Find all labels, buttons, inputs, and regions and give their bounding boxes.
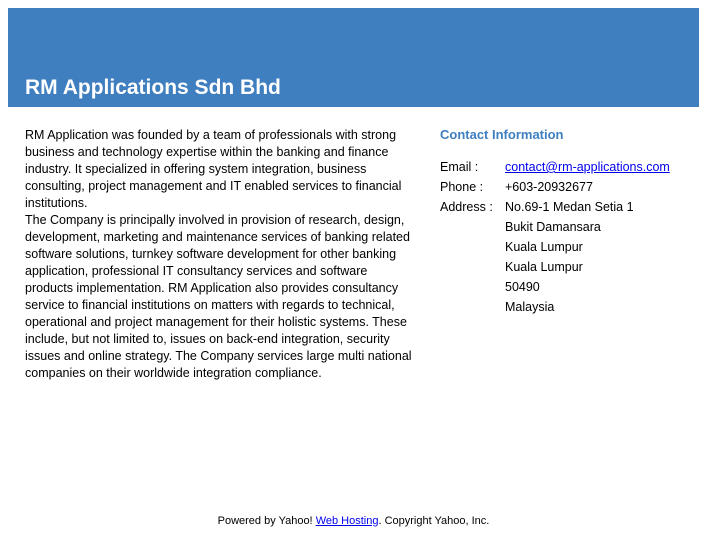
email-label: Email : [440, 160, 479, 174]
phone-label: Phone : [440, 180, 484, 194]
address-line: No.69-1 Medan Setia 1 [505, 200, 634, 214]
web-hosting-link[interactable]: Web Hosting [315, 515, 379, 527]
contact-row-address-6 [440, 297, 670, 317]
address-label-spacer [440, 237, 505, 257]
intro-paragraph-2: The Company is principally involved in provision of research, design, development, marketing and maintenance services of banking related software solutions, turnkey software development for other banking application, professional IT consultancy services and software products implementation. RM Application also provides consultancy service to financial institutions on matters with regards to technical, operational and project management for their holistic systems. These include, but not limited to, issues on back-end integration, security issues and online strategy. The Company services large multi national companies on their worldwide integration compliance. [25, 213, 412, 380]
address-line: Kuala Lumpur [505, 240, 583, 254]
contact-panel [440, 127, 700, 317]
footer-suffix: . Copyright Yahoo, Inc. [378, 515, 490, 527]
contact-table [440, 157, 670, 317]
contact-row-address-1 [440, 197, 670, 217]
intro-paragraph-1: RM Application was founded by a team of professionals with strong business and technology expertise within the banking and finance industry. It specialized in offering system integration, business consulting, project management and IT enabled services to financial institutions. [25, 128, 402, 210]
footer-prefix: Powered by Yahoo! [217, 515, 313, 527]
phone-value: +603-20932677 [505, 180, 593, 194]
address-label-spacer [440, 297, 505, 317]
contact-row-address-5 [440, 277, 670, 297]
email-link[interactable]: contact@rm-applications.com [505, 160, 670, 174]
contact-heading: Contact Information [440, 127, 564, 142]
address-label-spacer [440, 217, 505, 237]
contact-row-address-2 [440, 217, 670, 237]
contact-row-email [440, 157, 670, 177]
address-line: Kuala Lumpur [505, 260, 583, 274]
address-line: Bukit Damansara [505, 220, 601, 234]
company-description [25, 127, 417, 382]
footer [0, 514, 707, 528]
address-line: 50490 [505, 280, 540, 294]
email-cell [505, 157, 670, 177]
address-label: Address : [440, 200, 493, 214]
contact-row-phone [440, 177, 670, 197]
contact-row-address-4 [440, 257, 670, 277]
address-label-spacer [440, 257, 505, 277]
contact-row-address-3 [440, 237, 670, 257]
address-line: Malaysia [505, 300, 555, 314]
site-title: RM Applications Sdn Bhd [25, 76, 281, 99]
header-banner [8, 8, 699, 107]
address-label-spacer [440, 277, 505, 297]
